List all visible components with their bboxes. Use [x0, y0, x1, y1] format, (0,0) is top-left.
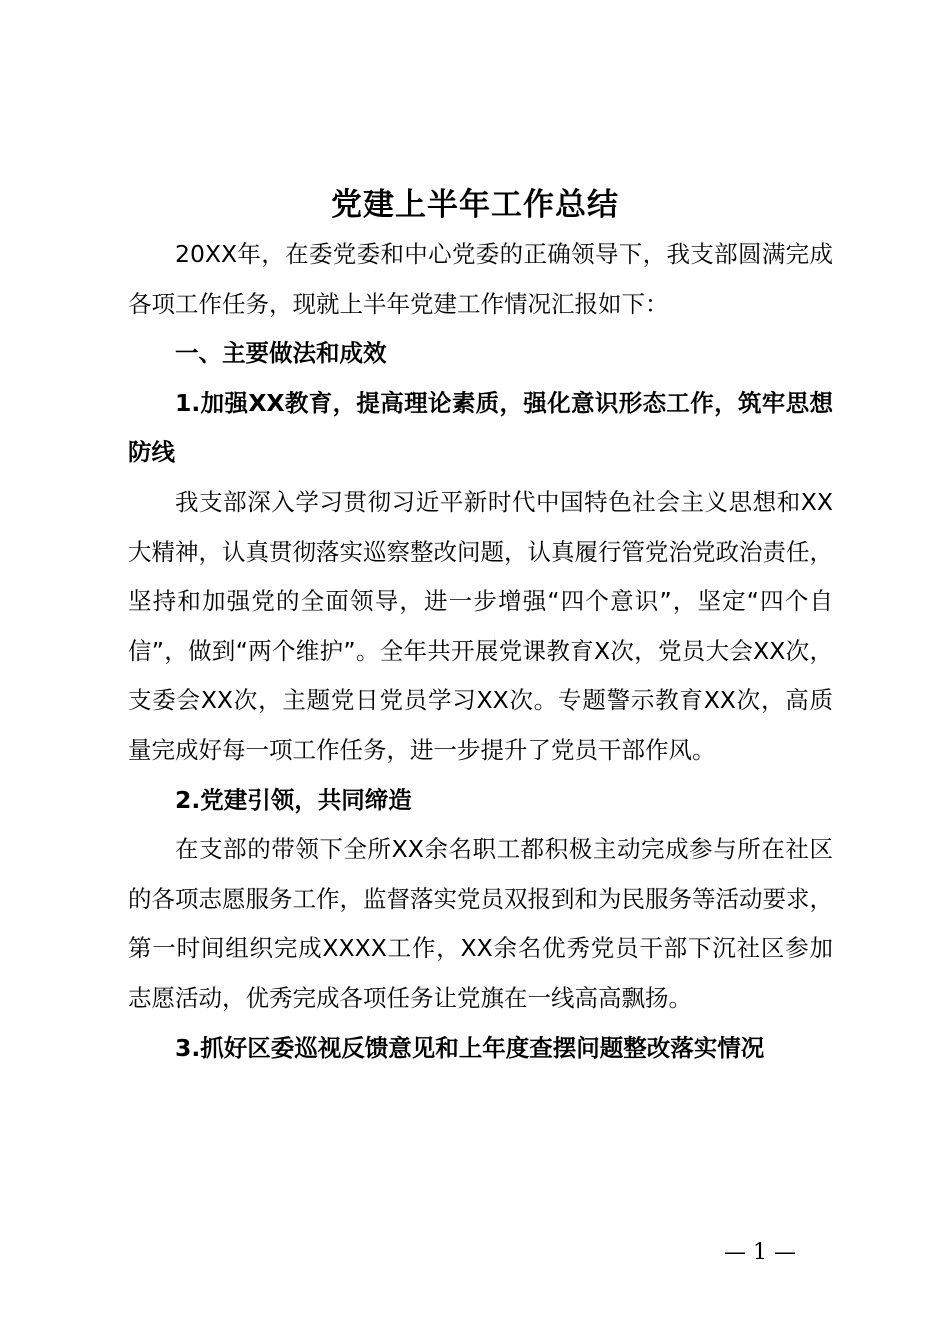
- document-title: 党建上半年工作总结: [331, 187, 619, 223]
- item-heading-1: 1.加强XX教育，提高理论素质，强化意识形态工作，筑牢思想防线: [128, 388, 833, 467]
- item-heading-2: 2.党建引领，共同缔造: [175, 785, 412, 814]
- item-heading-3: 3.抓好区委巡视反馈意见和上年度查摆问题整改落实情况: [175, 1033, 765, 1062]
- document-body: [128, 230, 833, 1073]
- page-number: — 1 —: [724, 1240, 796, 1265]
- item-body-1: 我支部深入学习贯彻习近平新时代中国特色社会主义思想和XX大精神，认真贯彻落实巡察整改问题，认真履行管党治党政治责任，坚持和加强党的全面领导，进一步增强“四个意识”，坚定“四个自信”，做到“两个维护”。全年共开展党课教育X次，党员大会XX次，支委会XX次，主题党日党员学习XX次。专题警示教育XX次，高质量完成好每一项工作任务，进一步提升了党员干部作风。: [128, 487, 833, 764]
- section-heading-1: 一、主要做法和成效: [175, 339, 387, 368]
- intro-paragraph: 20XX年，在委党委和中心党委的正确领导下，我支部圆满完成各项工作任务，现就上半年党建工作情况汇报如下：: [128, 240, 833, 318]
- item-body-2: 在支部的带领下全所XX余名职工都积极主动完成参与所在社区的各项志愿服务工作，监督落实党员双报到和为民服务等活动要求，第一时间组织完成XXXX工作，XX余名优秀党员干部下沉社区参加志愿活动，优秀完成各项任务让党旗在一线高高飘扬。: [128, 835, 833, 1012]
